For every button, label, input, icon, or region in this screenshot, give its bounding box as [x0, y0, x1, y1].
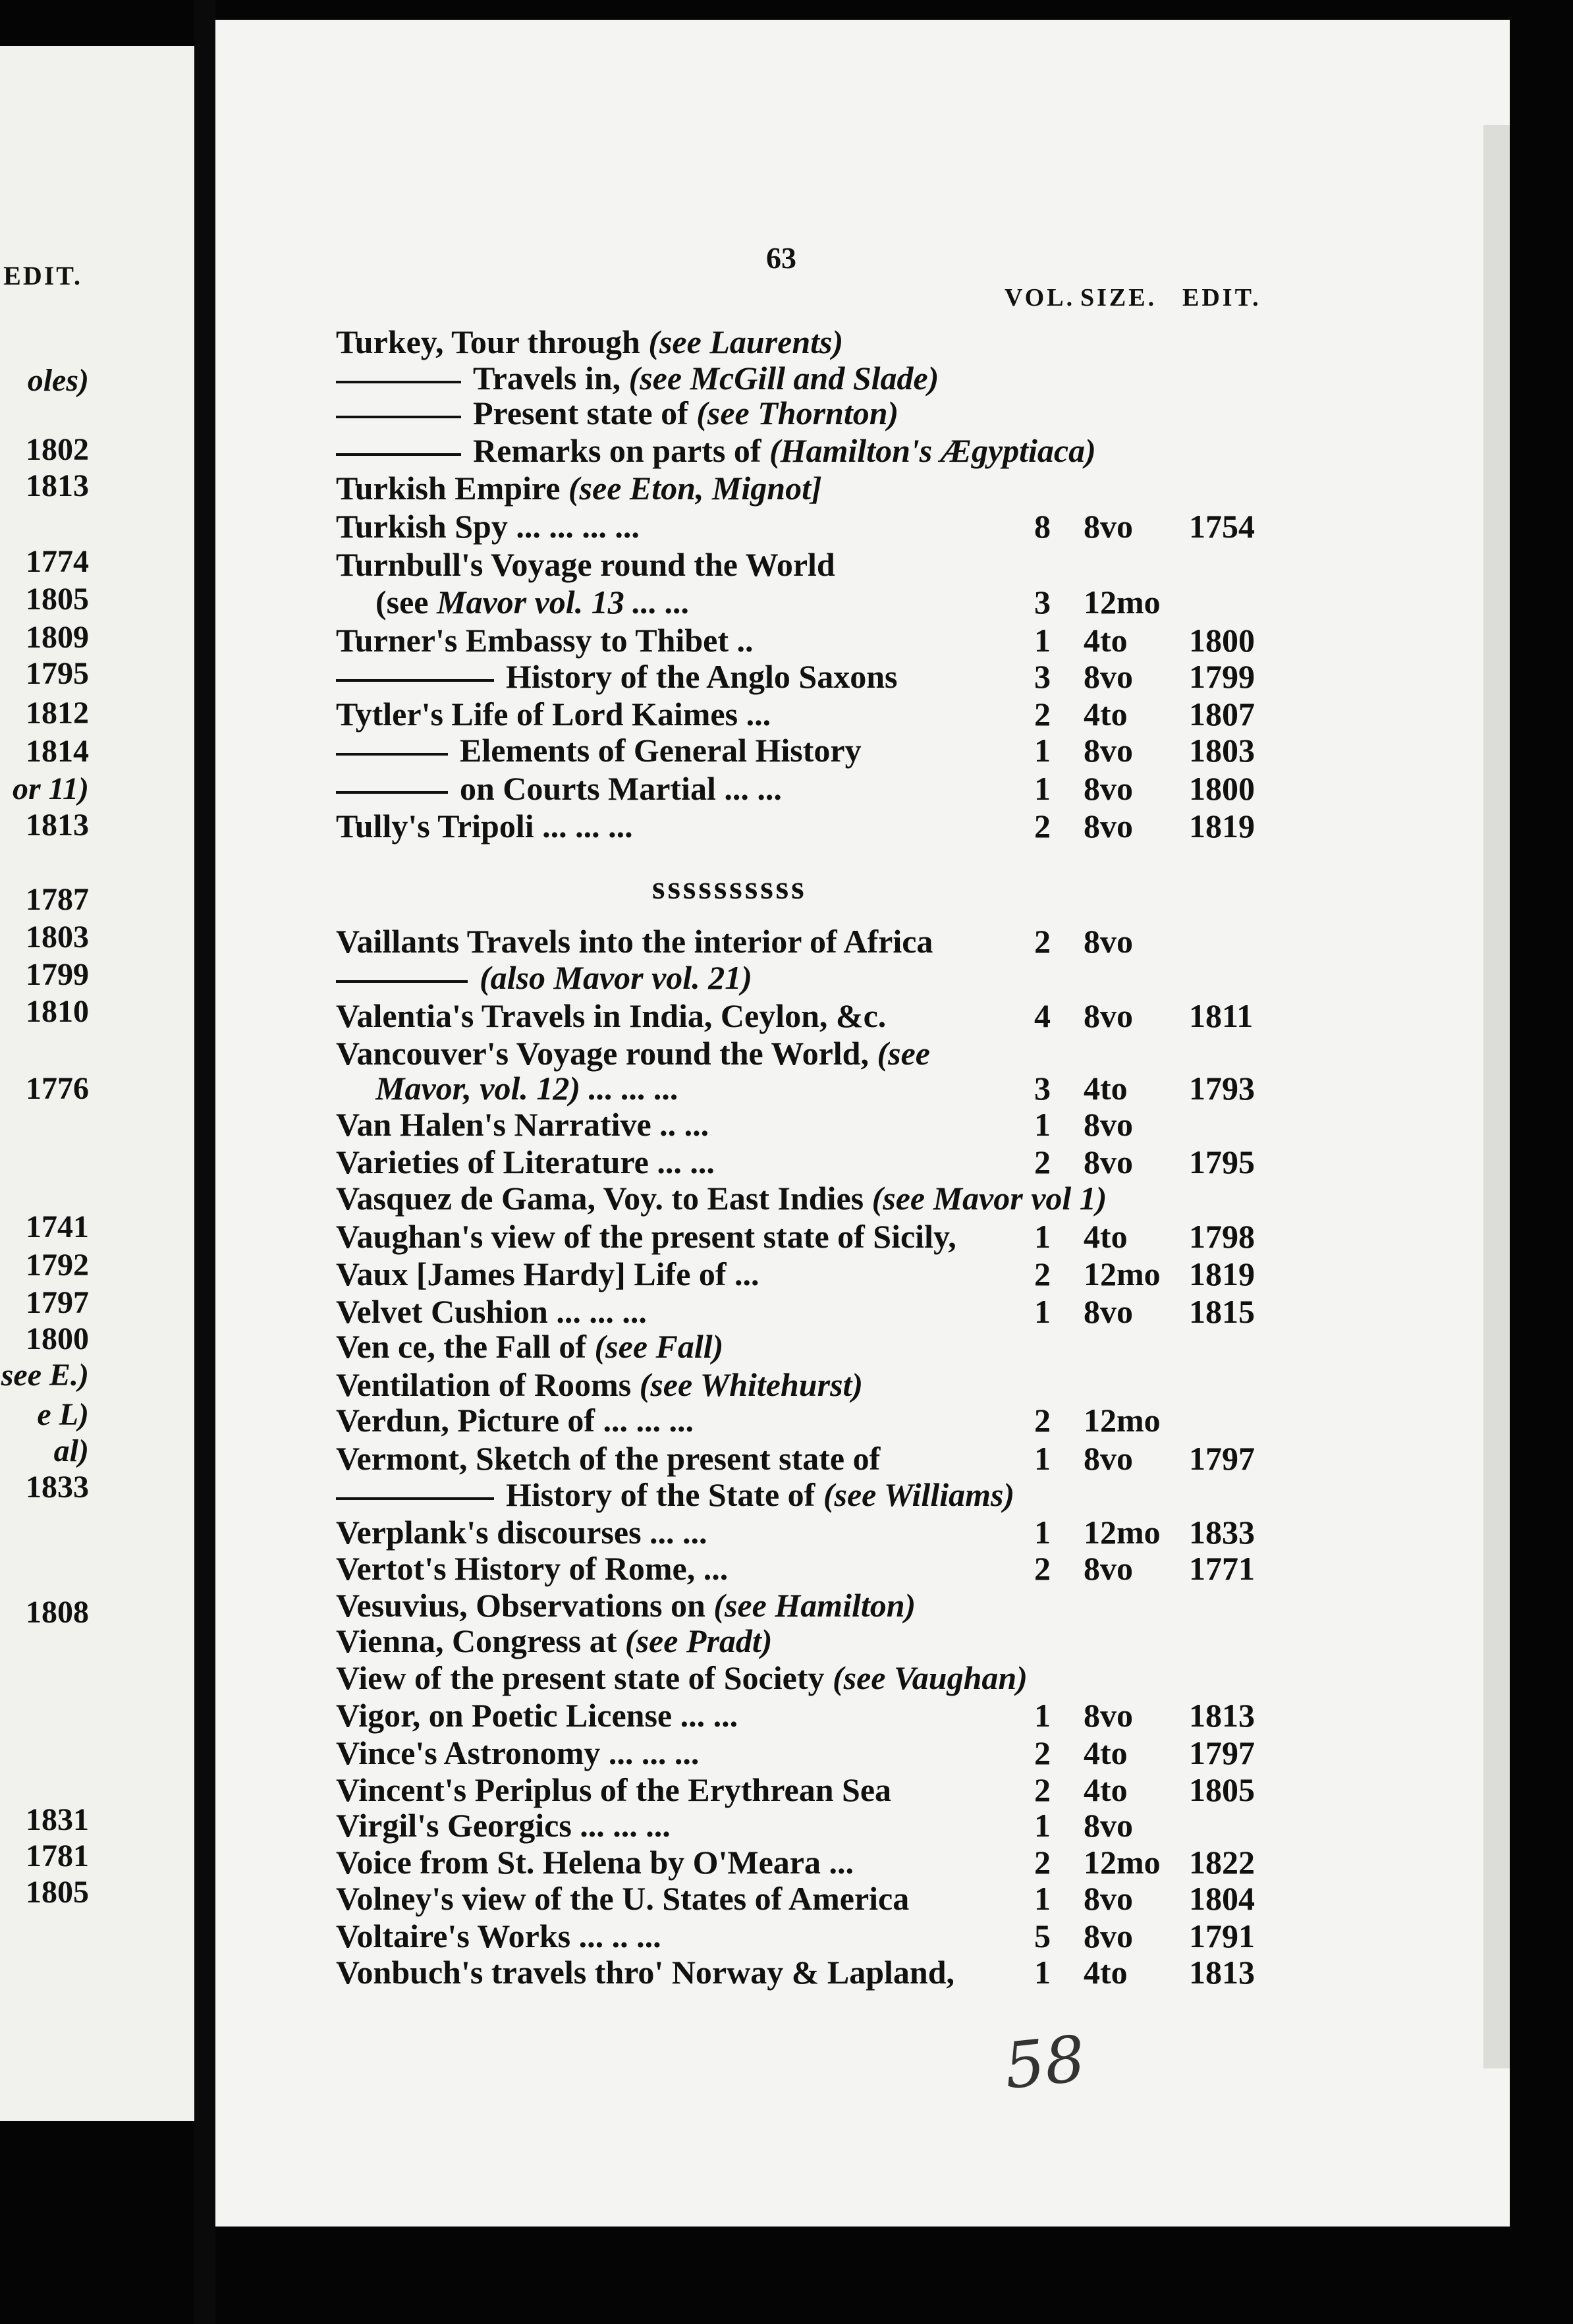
entry-edition: 1795: [1189, 1144, 1255, 1180]
ditto-dash: [336, 791, 448, 794]
entry-size: 8vo: [1084, 1918, 1133, 1954]
entry-volumes: 2: [1034, 1734, 1051, 1771]
ditto-dash: [336, 679, 494, 682]
entry-volumes: 1: [1034, 1293, 1051, 1330]
catalogue-entry: [336, 359, 1278, 396]
entry-edition: 1800: [1189, 622, 1255, 659]
entry-size: 4to: [1084, 1218, 1128, 1255]
entry-title: [336, 1034, 930, 1072]
entry-edition: 1819: [1189, 808, 1255, 844]
entry-volumes: 5: [1034, 1918, 1051, 1954]
entry-title-text: Virgil's Georgics ... ... ...: [336, 1807, 671, 1844]
entry-volumes: 2: [1034, 1256, 1051, 1292]
entry-volumes: 1: [1034, 1218, 1051, 1255]
entry-see-reference: (see Fall): [594, 1328, 724, 1365]
catalogue-entry: [336, 1292, 1278, 1329]
entry-volumes: 1: [1034, 1880, 1051, 1917]
catalogue-entry: [336, 1953, 1278, 1990]
entry-edition: 1754: [1189, 508, 1255, 545]
catalogue-entry: [336, 958, 1278, 995]
entry-edition: 1797: [1189, 1440, 1255, 1477]
entry-title: [336, 359, 939, 397]
entry-size: 8vo: [1084, 1106, 1133, 1143]
catalogue-entry: [336, 769, 1278, 806]
entry-volumes: 8: [1034, 508, 1051, 545]
left-page-fragment: see E.): [1, 1358, 89, 1393]
catalogue-entry: [336, 1734, 1278, 1771]
left-page-fragment: 1803: [26, 920, 89, 954]
entry-title: [336, 545, 835, 584]
catalogue-entry: [336, 1366, 1278, 1402]
catalogue-entry: [336, 1439, 1278, 1476]
entry-edition: 1805: [1189, 1771, 1255, 1808]
entry-size: 8vo: [1084, 1293, 1133, 1330]
ditto-dash: [336, 453, 461, 456]
entry-title-text: Voltaire's Works ... .. ...: [336, 1918, 661, 1954]
ditto-dash: [336, 381, 461, 383]
entry-title: [336, 1292, 647, 1331]
entry-title-text: Vaillants Travels into the interior of Africa: [336, 923, 933, 960]
left-page-fragment: 1792: [26, 1248, 89, 1283]
entry-volumes: 3: [1034, 658, 1051, 695]
entry-see-reference: (see Hamilton): [713, 1587, 916, 1624]
entry-title: [336, 1586, 916, 1624]
left-page-fragment: 1805: [26, 1875, 89, 1910]
entry-see-reference: (see Thornton): [696, 395, 899, 431]
entry-title: [336, 1659, 1028, 1697]
entry-size: 4to: [1084, 1070, 1128, 1107]
entry-title-text: Ven ce, the Fall of: [336, 1328, 595, 1365]
header-vol: VOL.: [1005, 284, 1076, 312]
entry-size: 8vo: [1084, 923, 1133, 960]
entry-title: [375, 583, 690, 621]
entry-title-text: Vonbuch's travels thro' Norway & Lapland,: [336, 1954, 955, 1991]
entry-see-reference: (see Williams): [823, 1476, 1015, 1513]
entry-see-reference: (see: [877, 1035, 930, 1072]
left-page-fragment: e L): [37, 1397, 89, 1432]
catalogue-entry: [336, 1217, 1278, 1254]
entry-title: [336, 1879, 909, 1918]
left-page-fragment: 1809: [26, 620, 89, 655]
entry-size: 8vo: [1084, 732, 1133, 769]
header-size: SIZE.: [1080, 284, 1157, 312]
catalogue-entry: [336, 545, 1278, 582]
entry-edition: 1800: [1189, 770, 1255, 807]
catalogue-entry: [336, 1401, 1278, 1438]
catalogue-entry: [336, 1069, 1278, 1106]
entry-edition: 1813: [1189, 1954, 1255, 1991]
entry-volumes: 1: [1034, 732, 1051, 769]
catalogue-entry: [336, 469, 1278, 506]
entry-volumes: 2: [1034, 1844, 1051, 1881]
entry-size: 8vo: [1084, 1807, 1133, 1844]
entry-title-text: Turkey, Tour through: [336, 323, 649, 360]
entry-title: [336, 1771, 891, 1809]
entry-title-text: Vaux [James Hardy] Life of ...: [336, 1256, 759, 1292]
entry-volumes: 1: [1034, 1954, 1051, 1991]
entry-title-text: Tully's Tripoli ... ... ...: [336, 808, 633, 844]
entry-title: [336, 1439, 880, 1478]
entry-title: [336, 958, 752, 997]
entry-volumes: 3: [1034, 1070, 1051, 1107]
entry-title-text: Vince's Astronomy ... ... ...: [336, 1734, 700, 1771]
entry-size: 8vo: [1084, 770, 1133, 807]
catalogue-entry: [336, 323, 1278, 360]
entry-edition: 1797: [1189, 1734, 1255, 1771]
catalogue-entry: [336, 1771, 1278, 1808]
entry-title: [336, 431, 1096, 470]
entry-size: 4to: [1084, 696, 1128, 733]
entry-title: [336, 769, 782, 808]
entry-title: [336, 1549, 728, 1588]
catalogue-entry: [336, 507, 1278, 544]
entry-title: [336, 621, 753, 659]
section-divider-ornament: ssssssssss: [652, 869, 807, 906]
left-page-fragment: 1813: [26, 808, 89, 843]
entry-title-text: Vesuvius, Observations on: [336, 1587, 714, 1624]
left-page-fragment: al): [53, 1433, 89, 1468]
entry-size: 12mo: [1084, 1402, 1161, 1439]
catalogue-entry: [336, 583, 1278, 620]
entry-size: 8vo: [1084, 1144, 1133, 1180]
entry-see-reference: (Hamilton's Ægyptiaca): [769, 432, 1096, 469]
entry-title-text: Valentia's Travels in India, Ceylon, &c.: [336, 997, 887, 1034]
ditto-dash: [336, 1497, 494, 1500]
entry-title: [336, 1622, 772, 1660]
catalogue-entry: [336, 731, 1278, 768]
entry-size: 4to: [1084, 1734, 1128, 1771]
entry-see-reference: (also Mavor vol. 21): [480, 959, 752, 996]
entry-edition: 1833: [1189, 1514, 1255, 1551]
entry-title: [336, 1734, 699, 1772]
entry-title: [336, 1179, 1107, 1217]
entry-title: [336, 323, 843, 361]
entry-see-reference: (see Whitehurst): [639, 1366, 864, 1403]
left-page-fragment: 1813: [26, 468, 89, 503]
entry-title: [336, 1401, 694, 1439]
entry-title-text: Turkish Empire: [336, 470, 568, 507]
entry-title-text: Vienna, Congress at: [336, 1622, 625, 1659]
entry-size: 4to: [1084, 1954, 1128, 1991]
catalogue-entry: [336, 1843, 1278, 1880]
entry-title: [336, 1843, 854, 1881]
entry-title: [336, 1476, 1014, 1514]
left-page-fragment: 1797: [26, 1285, 89, 1320]
entry-title: [336, 1105, 709, 1144]
entry-title-text: Vermont, Sketch of the present state of: [336, 1440, 881, 1477]
entry-title-text: Velvet Cushion ... ... ...: [336, 1293, 647, 1330]
entry-see-reference: Mavor, vol. 12) ... ... ...: [375, 1070, 680, 1107]
entry-title-text: Remarks on parts of: [473, 432, 769, 469]
entry-size: 8vo: [1084, 808, 1133, 844]
handwritten-number: 58: [1001, 2021, 1089, 2104]
catalogue-entry: [336, 1179, 1278, 1216]
entry-size: 8vo: [1084, 1440, 1133, 1477]
entry-title: [336, 695, 771, 733]
catalogue-entry: [336, 1255, 1278, 1292]
entry-title: [336, 394, 898, 432]
left-page-fragment: 1808: [26, 1595, 89, 1630]
entry-title-text: Turner's Embassy to Thibet ..: [336, 622, 754, 659]
catalogue-entry: [336, 621, 1278, 658]
ditto-dash: [336, 980, 468, 983]
entry-title: [336, 1513, 707, 1551]
entry-size: 12mo: [1084, 1844, 1161, 1881]
left-page-fragment: or 11): [12, 771, 89, 806]
entry-see-reference: (see McGill and Slade): [628, 360, 939, 397]
entry-title: [336, 1917, 661, 1955]
entry-title-text: View of the present state of Society: [336, 1659, 833, 1696]
catalogue-entry: [336, 1143, 1278, 1180]
entry-see-reference: (see Vaughan): [832, 1659, 1028, 1696]
left-page-fragment: 1741: [26, 1209, 89, 1244]
left-page-fragment: 1812: [26, 696, 89, 731]
entry-title-text: on Courts Martial ... ...: [460, 770, 782, 807]
ditto-dash: [336, 753, 448, 756]
entry-volumes: 1: [1034, 770, 1051, 807]
entry-title-text: Vasquez de Gama, Voy. to East Indies: [336, 1180, 872, 1217]
entry-title-text: Tytler's Life of Lord Kaimes ...: [336, 696, 771, 733]
entry-volumes: 1: [1034, 1440, 1051, 1477]
entry-title: [336, 657, 898, 696]
entry-edition: 1813: [1189, 1697, 1255, 1734]
entry-title: [336, 997, 886, 1035]
entry-volumes: 2: [1034, 1402, 1051, 1439]
entry-title-text: Verdun, Picture of ... ... ...: [336, 1402, 694, 1439]
catalogue-entry: [336, 1622, 1278, 1659]
entry-size: 8vo: [1084, 997, 1133, 1034]
entry-title-text: Vancouver's Voyage round the World,: [336, 1035, 877, 1072]
entry-title: [336, 922, 933, 960]
left-page-fragment: 1831: [26, 1802, 89, 1837]
entry-volumes: 2: [1034, 808, 1051, 844]
entry-title-text: Elements of General History: [460, 732, 862, 769]
entry-title: [336, 1217, 956, 1256]
entry-title-text: History of the Anglo Saxons: [506, 658, 898, 695]
entry-title-text: Varieties of Literature ... ...: [336, 1144, 715, 1180]
entry-size: 12mo: [1084, 1256, 1161, 1292]
catalogue-entry: [336, 1879, 1278, 1916]
entry-volumes: 2: [1034, 1550, 1051, 1587]
entry-size: 8vo: [1084, 1880, 1133, 1917]
left-page-fragment: 1805: [26, 582, 89, 617]
catalogue-entry: [336, 1806, 1278, 1843]
catalogue-entry: [336, 1696, 1278, 1733]
entry-size: 8vo: [1084, 658, 1133, 695]
left-page-fragment: 1802: [26, 432, 89, 467]
entry-title: [336, 731, 862, 769]
entry-edition: 1819: [1189, 1256, 1255, 1292]
entry-see-reference: (see Eton, Mignot]: [568, 470, 822, 507]
entry-see-reference: (see Pradt): [624, 1622, 773, 1659]
left-page-fragment: 1795: [26, 656, 89, 691]
entry-title: [336, 807, 633, 845]
entry-edition: 1804: [1189, 1880, 1255, 1917]
entry-see-reference: Mavor vol. 13 ... ...: [437, 584, 690, 621]
entry-volumes: 1: [1034, 1106, 1051, 1143]
entry-title: [336, 1953, 954, 1991]
entry-size: 4to: [1084, 1771, 1128, 1808]
catalogue-entry: [336, 657, 1278, 694]
catalogue-entry: [336, 431, 1278, 468]
entry-title: [336, 469, 822, 507]
page-number: 63: [766, 241, 796, 275]
entry-size: 8vo: [1084, 1697, 1133, 1734]
entry-title-text: Travels in,: [473, 360, 629, 397]
left-page-fragment: 1810: [26, 994, 89, 1029]
entry-volumes: 1: [1034, 622, 1051, 659]
entry-title: [336, 1143, 715, 1181]
entry-edition: 1811: [1189, 997, 1254, 1034]
left-page-fragment: 1799: [26, 957, 89, 992]
entry-title: [336, 1696, 738, 1734]
header-edit: EDIT.: [1182, 284, 1261, 312]
entry-see-reference: (see Laurents): [648, 323, 844, 360]
entry-volumes: 3: [1034, 584, 1051, 621]
catalogue-entry: [336, 1034, 1278, 1071]
entry-title-text: Vincent's Periplus of the Erythrean Sea: [336, 1771, 892, 1808]
entry-volumes: 1: [1034, 1697, 1051, 1734]
entry-title-text: (see: [375, 584, 437, 621]
entry-volumes: 2: [1034, 696, 1051, 733]
entry-edition: 1803: [1189, 732, 1255, 769]
entry-volumes: 1: [1034, 1807, 1051, 1844]
entry-volumes: 2: [1034, 923, 1051, 960]
catalogue-entry: [336, 1549, 1278, 1586]
left-page-fragment: 1781: [26, 1839, 89, 1873]
entry-volumes: 1: [1034, 1514, 1051, 1551]
entry-edition: 1799: [1189, 658, 1255, 695]
left-page-fragment: 1787: [26, 882, 89, 917]
entry-edition: 1798: [1189, 1218, 1255, 1255]
entry-volumes: 4: [1034, 997, 1051, 1034]
catalogue-entry: [336, 807, 1278, 844]
ditto-dash: [336, 416, 461, 418]
catalogue-entry: [336, 1917, 1278, 1954]
left-page-fragment: 1814: [26, 734, 89, 769]
book-gutter: [194, 0, 215, 2324]
entry-title-text: Volney's view of the U. States of America: [336, 1880, 910, 1917]
entry-title: [336, 1366, 863, 1404]
entry-title-text: Van Halen's Narrative .. ...: [336, 1106, 709, 1143]
left-page-fragment: 1774: [26, 544, 89, 579]
catalogue-entry: [336, 1586, 1278, 1623]
entry-edition: 1793: [1189, 1070, 1255, 1107]
entry-size: 8vo: [1084, 508, 1133, 545]
catalogue-entry: [336, 1513, 1278, 1550]
left-page-fragment: oles): [27, 363, 89, 398]
left-page: [0, 46, 194, 2121]
entry-title: [336, 507, 640, 545]
entry-title: [336, 1327, 723, 1366]
catalogue-entry: [336, 1327, 1278, 1364]
entry-title-text: Vertot's History of Rome, ...: [336, 1550, 729, 1587]
entry-volumes: 2: [1034, 1144, 1051, 1180]
entry-edition: 1822: [1189, 1844, 1255, 1881]
entry-title-text: Ventilation of Rooms: [336, 1366, 640, 1403]
left-page-fragment: 1800: [26, 1321, 89, 1356]
entry-title-text: Verplank's discourses ... ...: [336, 1514, 707, 1551]
entry-volumes: 2: [1034, 1771, 1051, 1808]
entry-size: 8vo: [1084, 1550, 1133, 1587]
entry-size: 12mo: [1084, 1514, 1161, 1551]
left-page-fragment: 1833: [26, 1470, 89, 1505]
entry-title: [336, 1255, 759, 1293]
entry-title-text: Voice from St. Helena by O'Meara ...: [336, 1844, 854, 1881]
entry-edition: 1771: [1189, 1550, 1255, 1587]
left-page-header: EDIT.: [3, 261, 82, 290]
catalogue-entry: [336, 1476, 1278, 1512]
entry-size: 4to: [1084, 622, 1128, 659]
catalogue-entry: [336, 1659, 1278, 1696]
catalogue-entry: [336, 1105, 1278, 1142]
entry-see-reference: (see Mavor vol 1): [871, 1180, 1107, 1217]
entry-edition: 1791: [1189, 1918, 1255, 1954]
catalogue-entry: [336, 695, 1278, 732]
entry-size: 12mo: [1084, 584, 1161, 621]
catalogue-entry: [336, 394, 1278, 431]
left-page-fragment: 1776: [26, 1071, 89, 1106]
catalogue-entry: [336, 922, 1278, 959]
entry-title-text: Turkish Spy ... ... ... ...: [336, 508, 640, 545]
entry-edition: 1807: [1189, 696, 1255, 733]
entry-title-text: Vaughan's view of the present state of Sicily,: [336, 1218, 956, 1255]
entry-title-text: Turnbull's Voyage round the World: [336, 546, 835, 583]
entry-title: [375, 1069, 679, 1107]
entry-title-text: Present state of: [473, 395, 697, 431]
entry-edition: 1815: [1189, 1293, 1255, 1330]
entry-title: [336, 1806, 671, 1844]
catalogue-entry: [336, 997, 1278, 1034]
entry-title-text: History of the State of: [506, 1476, 823, 1513]
entry-title-text: Vigor, on Poetic License ... ...: [336, 1697, 738, 1734]
